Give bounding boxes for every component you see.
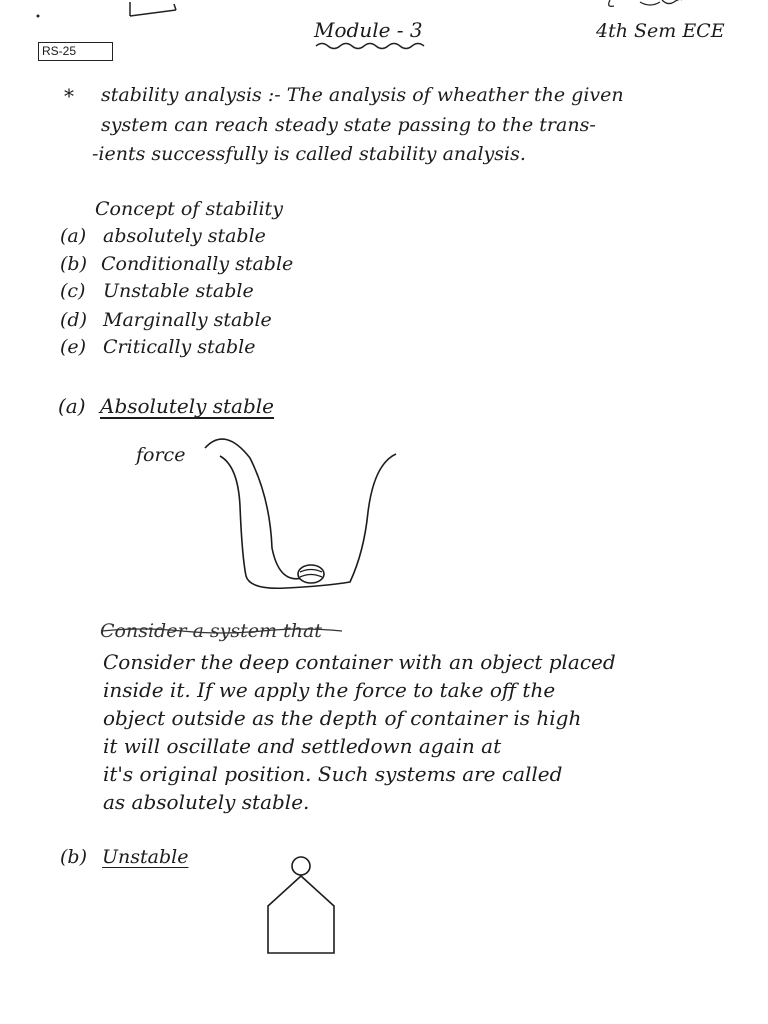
struck-line: Consider a system that [100,620,322,642]
section-a-heading: Absolutely stable [100,394,275,418]
module-title: Module - 3 [314,18,423,42]
intro-line-2: system can reach steady state passing to the trans- [101,114,596,136]
section-b-marker: (b) [60,846,87,868]
paragraph-line: Consider the deep container with an object placed [103,650,616,674]
section-a-marker: (a) [58,394,86,418]
concept-title: Concept of stability [95,198,283,220]
top-edge-mark [130,2,176,16]
concept-item-e: Critically stable [103,336,256,358]
section-b-heading: Unstable [102,846,189,868]
concept-marker-a: (a) [60,225,87,247]
semester-label: 4th Sem ECE [596,20,725,42]
tag-box: RS-25 [38,42,113,61]
bullet-marker: * [64,84,74,108]
signature-fragment [609,0,682,6]
concept-item-a: absolutely stable [103,225,266,247]
concept-item-c: Unstable stable [103,280,254,302]
title-squiggle [316,44,424,49]
unstable-house [268,876,334,953]
top-ball [292,857,310,875]
figure-force-label: force [136,444,186,466]
container-outer-curve [205,439,308,579]
intro-line-1: stability analysis :- The analysis of wheather the given [101,84,624,106]
concept-marker-d: (d) [60,309,87,331]
paragraph-line: inside it. If we apply the force to take off the [103,678,556,702]
concept-marker-e: (e) [60,336,87,358]
paragraph-line: it's original position. Such systems are called [103,762,563,786]
concept-marker-c: (c) [60,280,86,302]
concept-item-b: Conditionally stable [101,253,294,275]
concept-item-d: Marginally stable [103,309,272,331]
speck-dot [37,15,40,18]
paragraph-line: it will oscillate and settledown again at [103,734,502,758]
intro-line-3: -ients successfully is called stability analysis. [92,143,526,165]
section-a-paragraph [103,648,663,816]
paragraph-line: object outside as the depth of container is high [103,706,582,730]
concept-marker-b: (b) [60,253,87,275]
paragraph-line: as absolutely stable. [103,790,310,814]
